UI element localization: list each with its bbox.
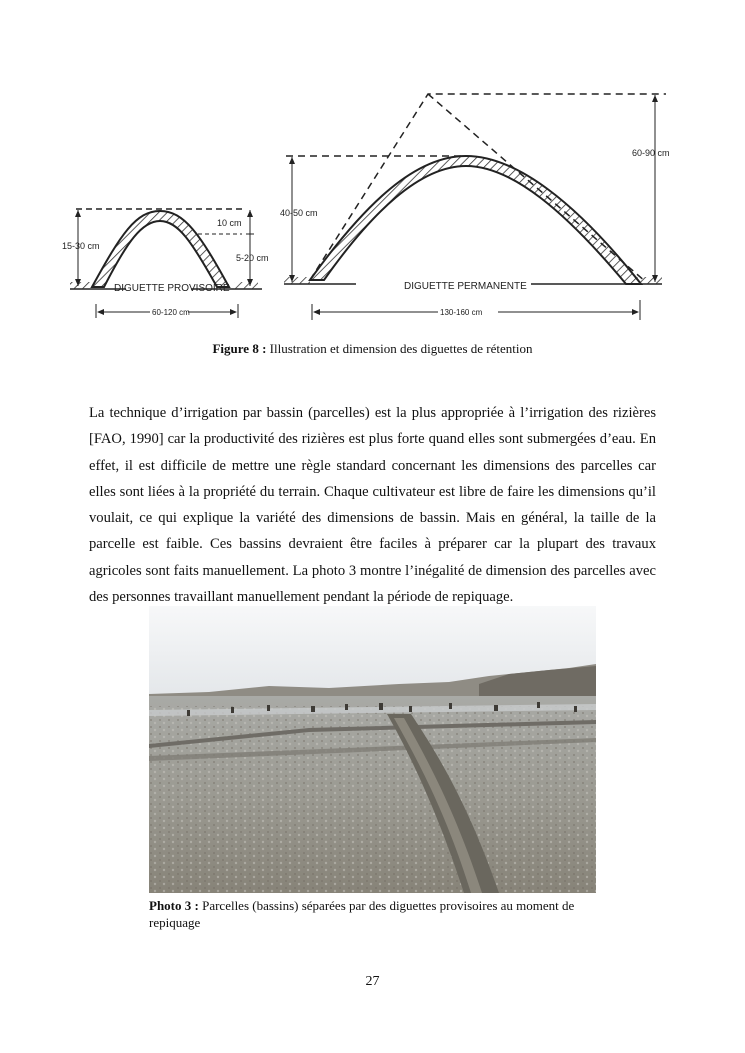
temporary-top-label: 10 cm [217, 218, 242, 228]
permanent-right-height-label: 60-90 cm [632, 148, 670, 158]
figure-caption [0, 341, 745, 357]
diguettes-diagram [62, 84, 680, 328]
temporary-bund-name: DIGUETTE PROVISOIRE [114, 283, 230, 294]
figure-caption-text: Illustration et dimension des diguettes de rétention [266, 341, 533, 356]
figure-label: Figure 8 : [212, 341, 267, 356]
photo-caption [149, 897, 599, 931]
photo-label: Photo 3 : [149, 898, 199, 913]
temporary-height-label: 15-30 cm [62, 241, 100, 251]
permanent-base-label: 130-160 cm [440, 308, 483, 317]
page-number: 27 [365, 974, 380, 989]
rice-paddy-photo [149, 606, 596, 893]
permanent-left-height-label: 40-50 cm [280, 208, 318, 218]
permanent-bund-name: DIGUETTE PERMANENTE [404, 281, 527, 292]
body-paragraph: La technique d’irrigation par bassin (parcelles) est la plus appropriée à l’irrigation des rizières [FAO, 1990] car la productivité des rizières est plus forte quand elles sont submergées d’eau. En effet, il est difficile de mettre une règle standard concernant les dimensions des parcelles car elles sont liées à la propriété du terrain. Chaque cultivateur est libre de faire les dimensions qu’il voulait, ce qui explique la variété des dimensions de bassin. Mais en général, la taille de la parcelle est faible. Ces bassins devraient être faciles à préparer car la plupart des travaux agricoles sont faits manuellement. La photo 3 montre l’inégalité de dimension des parcelles avec des personnes travaillant manuellement pendant la période de repiquage. [89, 405, 656, 606]
temporary-base-label: 60-120 cm [152, 308, 190, 317]
temporary-side-label: 5-20 cm [236, 253, 269, 263]
photo-caption-text: Parcelles (bassins) séparées par des diguettes provisoires au moment de repiquage [149, 898, 575, 930]
